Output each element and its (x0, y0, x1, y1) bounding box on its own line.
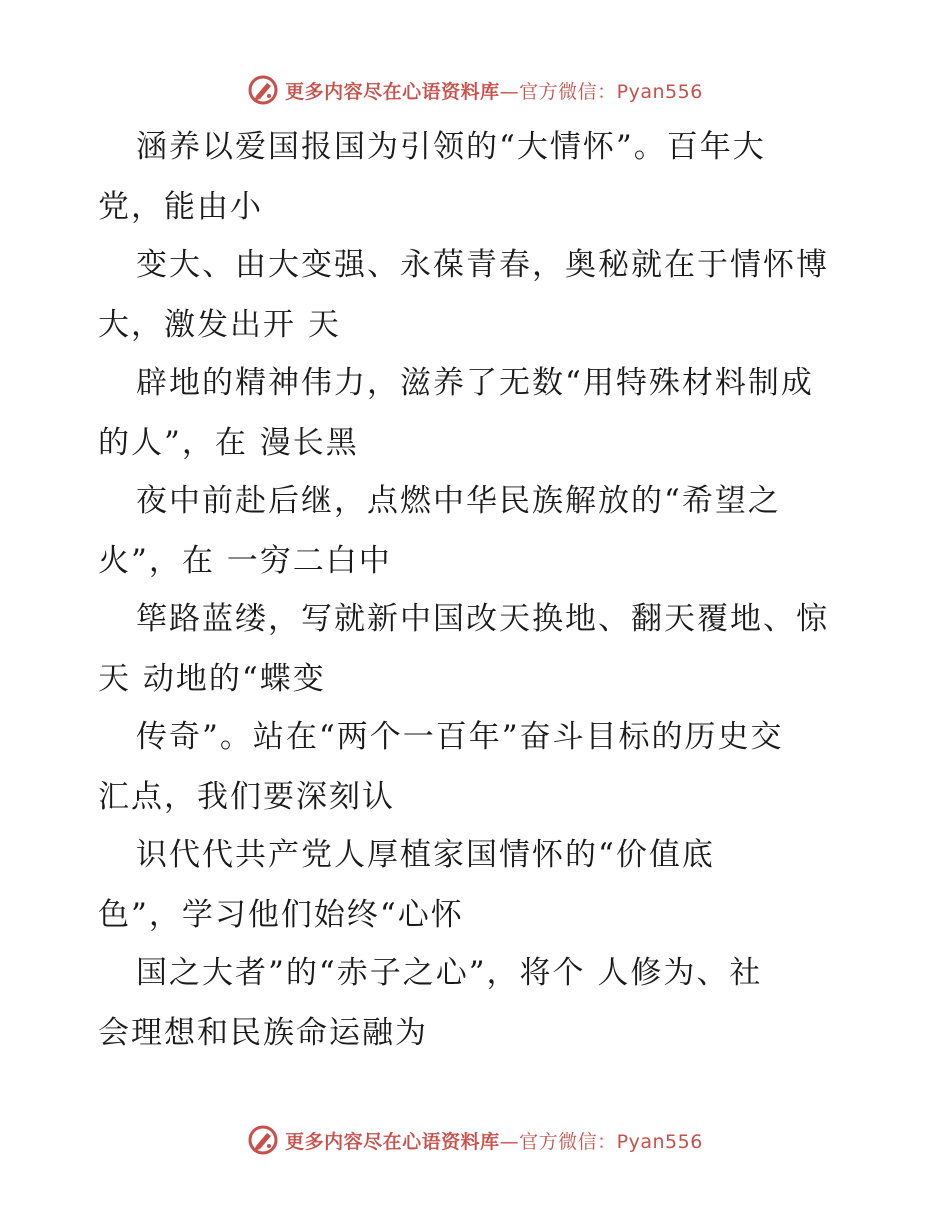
text-line: 国之大者”的“赤子之心”，将个 人修为、社 (136, 955, 763, 991)
watermark-sub: 官方微信：Pyan556 (519, 1130, 703, 1153)
header-watermark (0, 70, 950, 110)
footer-watermark (0, 1120, 950, 1160)
watermark-sub: 官方微信：Pyan556 (519, 80, 703, 103)
watermark-main: 更多内容尽在心语资料库 (285, 80, 500, 103)
watermark-text (285, 77, 703, 104)
pen-logo-icon (247, 74, 279, 106)
text-line: 辟地的精神伟力，滋养了无数“用特殊材料制成 (136, 365, 814, 401)
text-line: 党，能由小 (98, 189, 263, 225)
text-line: 变大、由大变强、永葆青春，奥秘就在于情怀博 (136, 247, 829, 283)
text-line: 夜中前赴后继，点燃中华民族解放的“希望之 (136, 483, 781, 519)
text-line: 汇点，我们要深刻认 (98, 779, 395, 815)
text-line: 的人”，在 漫长黑 (98, 425, 359, 461)
text-line: 火”，在 一穷二白中 (98, 543, 392, 579)
text-line: 涵养以爱国报国为引领的“大情怀”。百年大 (136, 129, 766, 165)
watermark-dash: — (499, 80, 520, 103)
text-line: 识代代共产党人厚植家国情怀的“价值底 (136, 837, 715, 873)
text-line: 会理想和民族命运融为 (98, 1015, 428, 1051)
text-line: 传奇”。站在“两个一百年”奋斗目标的历史交 (136, 719, 784, 755)
watermark-text (285, 1127, 703, 1154)
text-line: 天 动地的“蝶变 (98, 661, 326, 697)
watermark-main: 更多内容尽在心语资料库 (285, 1130, 500, 1153)
text-line: 色”，学习他们始终“心怀 (98, 897, 464, 933)
pen-logo-icon (247, 1124, 279, 1156)
text-line: 大，激发出开 天 (98, 307, 341, 343)
text-line: 筚路蓝缕，写就新中国改天换地、翻天覆地、惊 (136, 601, 829, 637)
watermark-dash: — (499, 1130, 520, 1153)
